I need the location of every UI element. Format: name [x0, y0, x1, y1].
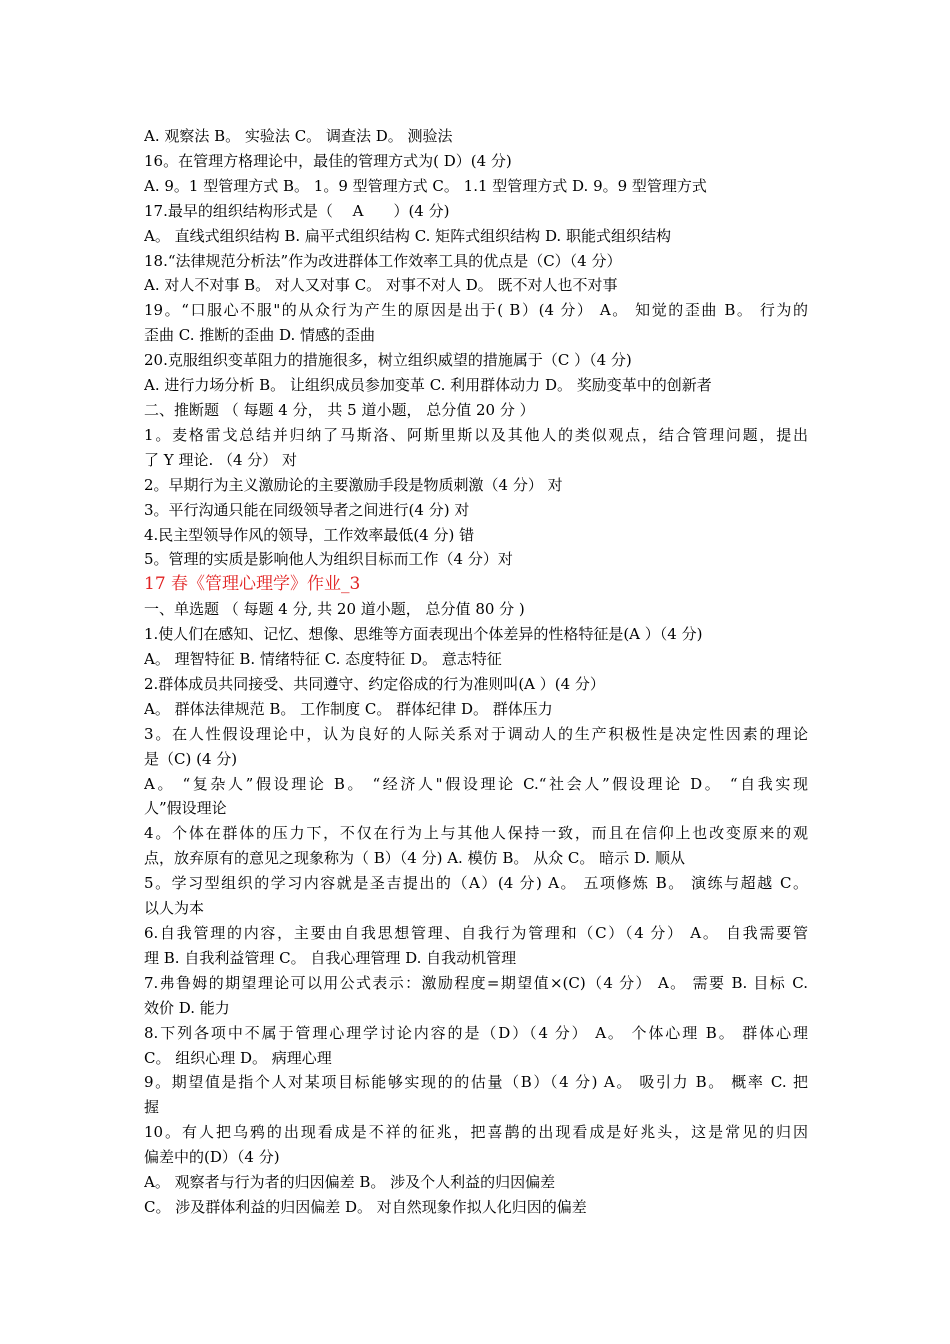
text-line: A。 直线式组织结构 B. 扁平式组织结构 C. 矩阵式组织结构 D. 职能式组织结构: [144, 226, 671, 245]
text-line: 歪曲 C. 推断的歪曲 D. 情感的歪曲: [144, 326, 376, 345]
text-line: 4。个体在群体的压力下，不仅在行为上与其他人保持一致，而且在信仰上也改变原来的观: [144, 824, 808, 843]
text-line: 3。平行沟通只能在同级领导者之间进行(4 分) 对: [144, 500, 470, 519]
text-line: C。 涉及群体利益的归因偏差 D。 对自然现象作拟人化归因的偏差: [144, 1197, 587, 1216]
document-body: [144, 124, 808, 1220]
text-line: C。 组织心理 D。 病理心理: [144, 1048, 332, 1067]
section-title: 17 春《管理心理学》作业_3: [144, 574, 361, 595]
text-line: 8.下列各项中不属于管理心理学讨论内容的是（D）（4 分） A。 个体心理 B。 群体心理: [144, 1023, 808, 1042]
text-line: A. 观察法 B。 实验法 C。 调查法 D。 测验法: [144, 127, 453, 145]
text-line: 3。在人性假设理论中，认为良好的人际关系对于调动人的生产积极性是决定性因素的理论: [144, 724, 808, 743]
text-line: 握: [144, 1098, 160, 1117]
text-line: 了 Y 理论. （4 分） 对: [144, 450, 298, 469]
text-line: 20.克服组织变革阻力的措施很多，树立组织威望的措施属于（C ）（4 分): [144, 351, 632, 370]
text-line: 是（C) (4 分): [144, 749, 238, 768]
text-line: A。 “复杂人”假设理论 B。 “经济人"假设理论 C.“社会人”假设理论 D。 “自我实现: [144, 774, 808, 793]
text-line: 9。期望值是指个人对某项目标能够实现的的估量（B）（4 分) A。 吸引力 B。 概率 C. 把: [144, 1073, 808, 1092]
section-heading-judgment: 二、推断题 （ 每题 4 分， 共 5 道小题， 总分值 20 分 ）: [144, 400, 535, 419]
text-line: 7.弗鲁姆的期望理论可以用公式表示：激励程度=期望值×(C)（4 分） A。 需要 B. 目标 C.: [144, 973, 808, 992]
text-line: A。 观察者与行为者的归因偏差 B。 涉及个人利益的归因偏差: [144, 1173, 556, 1192]
text-line: 理 B. 自我利益管理 C。 自我心理管理 D. 自我动机管理: [144, 948, 517, 967]
text-line: A. 9。1 型管理方式 B。 1。9 型管理方式 C。 1.1 型管理方式 D. 9。9 型管理方式: [144, 176, 707, 195]
text-line: A。 理智特征 B. 情绪特征 C. 态度特征 D。 意志特征: [144, 650, 502, 669]
text-line: 2.群体成员共同接受、共同遵守、约定俗成的行为准则叫(A ）(4 分）: [144, 674, 605, 693]
text-line: 2。早期行为主义激励论的主要激励手段是物质刺激（4 分） 对: [144, 475, 563, 494]
text-line: 1。麦格雷戈总结并归纳了马斯洛、阿斯里斯以及其他人的类似观点，结合管理问题，提出: [144, 425, 808, 444]
section-heading-single-choice: 一、单选题 （ 每题 4 分, 共 20 道小题， 总分值 80 分 ): [144, 600, 525, 619]
text-line: 6.自我管理的内容，主要由自我思想管理、自我行为管理和（C）（4 分） A。 自我需要管: [144, 924, 808, 942]
text-line: 效价 D. 能力: [144, 998, 230, 1017]
text-line: 以人为本: [144, 899, 205, 918]
text-line: 1.使人们在感知、记忆、想像、思维等方面表现出个体差异的性格特征是(A ）（4 分): [144, 625, 703, 644]
text-line: 17.最早的组织结构形式是（ A ）(4 分): [144, 201, 450, 220]
text-line: A. 进行力场分析 B。 让组织成员参加变革 C. 利用群体动力 D。 奖励变革中的创新者: [144, 376, 712, 395]
text-line: 19。“口服心不服"的从众行为产生的原因是出于( B）(4 分） A。 知觉的歪曲 B。 行为的: [144, 301, 808, 320]
text-line: 人”假设理论: [144, 799, 227, 818]
text-line: 5。学习型组织的学习内容就是圣吉提出的（A）(4 分) A。 五项修炼 B。 演练与超越 C。: [144, 874, 808, 893]
text-line: A. 对人不对事 B。 对人又对事 C。 对事不对人 D。 既不对人也不对事: [144, 276, 618, 295]
text-line: A。 群体法律规范 B。 工作制度 C。 群体纪律 D。 群体压力: [144, 699, 553, 718]
text-line: 16。在管理方格理论中，最佳的管理方式为( D）(4 分): [144, 151, 512, 170]
text-line: 5。管理的实质是影响他人为组织目标而工作（4 分）对: [144, 550, 513, 569]
text-line: 点，放弃原有的意见之现象称为（ B）（4 分) A. 模仿 B。 从众 C。 暗示 D. 顺从: [144, 849, 685, 868]
text-line: 4.民主型领导作风的领导，工作效率最低(4 分) 错: [144, 525, 475, 544]
text-line: 偏差中的(D）（4 分): [144, 1148, 280, 1167]
text-line: 10。有人把乌鸦的出现看成是不祥的征兆，把喜鹊的出现看成是好兆头，这是常见的归因: [144, 1123, 808, 1142]
text-line: 18.“法律规范分析法”作为改进群体工作效率工具的优点是（C）（4 分）: [144, 251, 622, 270]
